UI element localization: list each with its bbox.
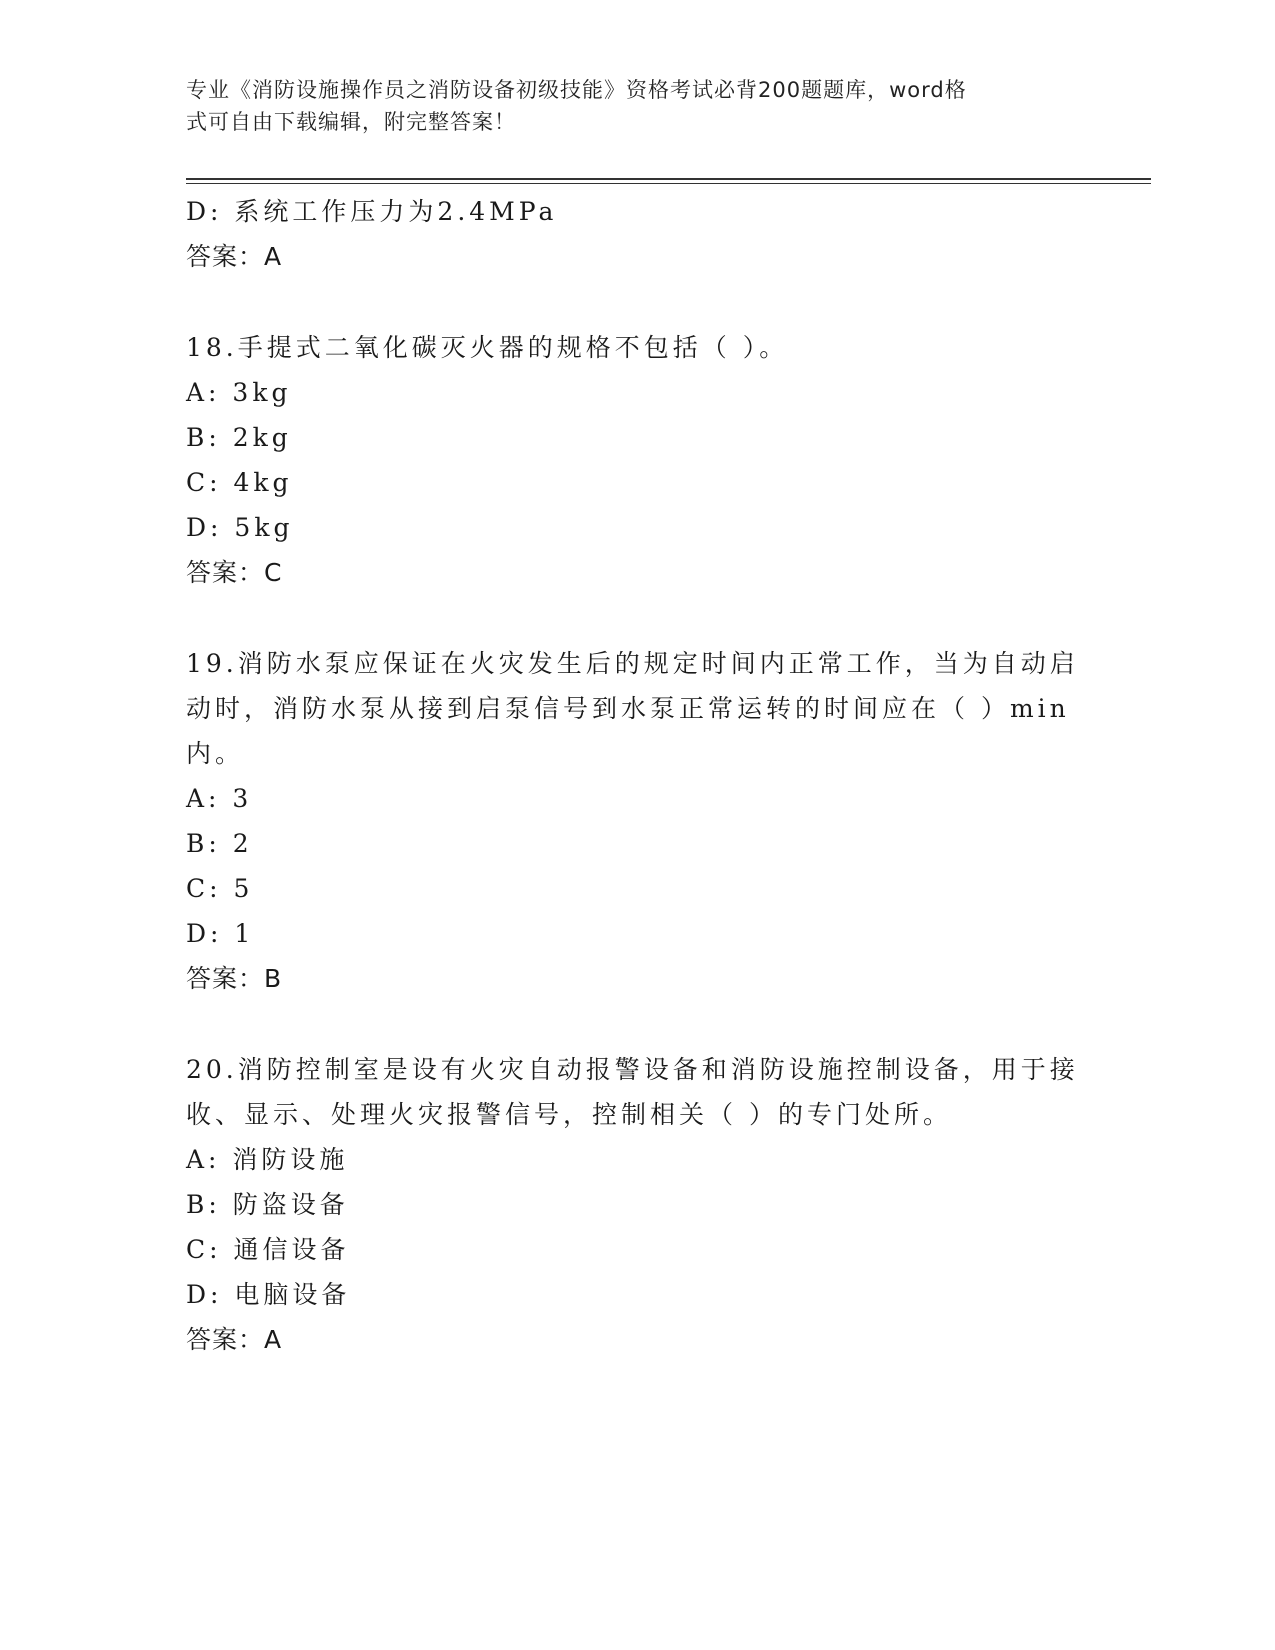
spacer [186, 279, 1086, 325]
question-20 [186, 1047, 1086, 1362]
header-divider-thin [186, 183, 1151, 184]
option-a: A: 3 [186, 784, 253, 813]
answer-line: 答案：A [186, 1325, 283, 1354]
option-d: D: 5kg [186, 513, 294, 542]
header-divider-thick [186, 178, 1151, 180]
option-d: D: 电脑设备 [186, 1280, 351, 1309]
option-a: A: 3kg [186, 378, 292, 407]
option-b: B: 2 [186, 829, 253, 858]
option-c: C: 通信设备 [186, 1235, 350, 1264]
spacer [186, 1001, 1086, 1047]
option-b: B: 防盗设备 [186, 1190, 349, 1219]
option-d: D: 1 [186, 919, 255, 948]
spacer [186, 595, 1086, 641]
question-stem: 20.消防控制室是设有火灾自动报警设备和消防设施控制设备，用于接 [186, 1055, 1079, 1084]
question-stem: 收、显示、处理火灾报警信号，控制相关（ ）的专门处所。 [186, 1100, 952, 1129]
header-line-1: 专业《消防设施操作员之消防设备初级技能》资格考试必背200题题库，word格 [186, 78, 967, 102]
question-stem: 19.消防水泵应保证在火灾发生后的规定时间内正常工作，当为自动启 [186, 649, 1079, 678]
question-stem: 内。 [186, 739, 245, 768]
option-d: D: 系统工作压力为2.4MPa [186, 197, 558, 226]
option-c: C: 4kg [186, 468, 293, 497]
option-c: C: 5 [186, 874, 254, 903]
answer-line: 答案：A [186, 242, 283, 271]
question-stem: 动时，消防水泵从接到启泵信号到水泵正常运转的时间应在（ ）min [186, 694, 1070, 723]
header-line-2: 式可自由下载编辑，附完整答案！ [186, 110, 516, 134]
option-b: B: 2kg [186, 423, 292, 452]
answer-line: 答案：C [186, 558, 283, 587]
page-header [186, 74, 1066, 138]
answer-line: 答案：B [186, 964, 283, 993]
question-18 [186, 325, 1086, 595]
question-19 [186, 641, 1086, 1001]
question-stem: 18.手提式二氧化碳灭火器的规格不包括（ ）。 [186, 333, 789, 362]
question-content [186, 189, 1086, 1362]
option-a: A: 消防设施 [186, 1145, 349, 1174]
